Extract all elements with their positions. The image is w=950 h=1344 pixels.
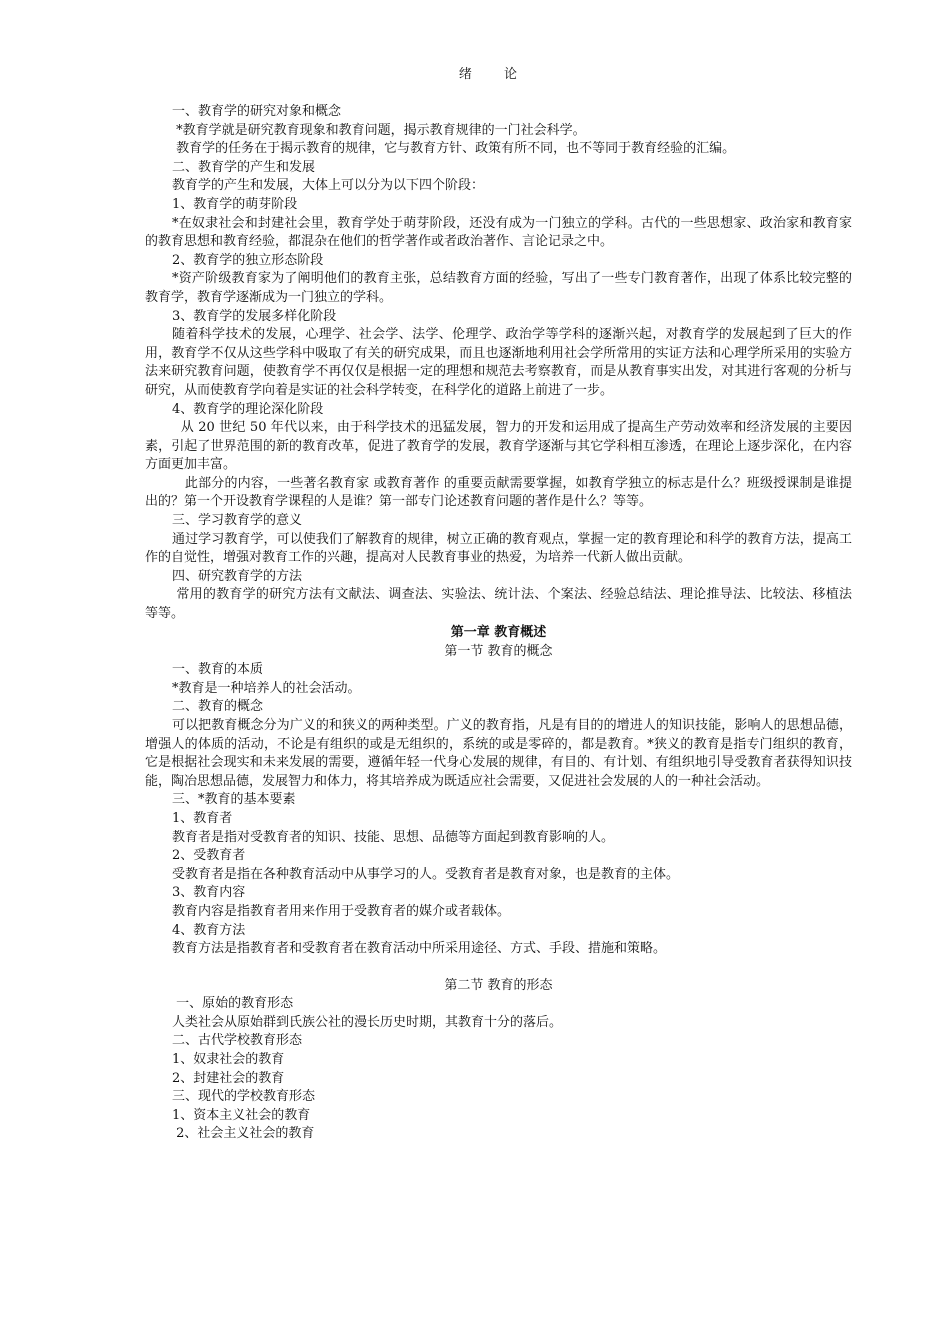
heading: 二、教育学的产生和发展 bbox=[172, 159, 316, 175]
heading: 1、资本主义社会的教育 bbox=[172, 1107, 311, 1123]
heading: 一、教育的本质 bbox=[172, 662, 264, 678]
chapter-title: 第一章 教育概述 bbox=[450, 625, 547, 640]
heading: 三、学习教育学的意义 bbox=[172, 513, 303, 529]
paragraph: *资产阶级教育家为了阐明他们的教育主张，总结教育方面的经验，写出了一些专门教育著作，出现了体系比较完整的教育学，教育学逐渐成为一门独立的学科。 bbox=[145, 271, 852, 305]
heading: 1、奴隶社会的教育 bbox=[172, 1052, 285, 1068]
heading: 4、教育学的理论深化阶段 bbox=[172, 401, 324, 417]
heading: 2、受教育者 bbox=[172, 848, 246, 864]
heading: 四、研究教育学的方法 bbox=[172, 568, 303, 584]
heading: 3、教育内容 bbox=[172, 885, 246, 901]
heading: 4、教育方法 bbox=[172, 922, 246, 938]
paragraph: 通过学习教育学，可以使我们了解教育的规律，树立正确的教育观点，掌握一定的教育理论和科学的教育方法，提高工作的自觉性，增强对教育工作的兴趣，提高对人民教育事业的热爱，为培养一代新人做出贡献。 bbox=[145, 531, 852, 566]
paragraph: 人类社会从原始群到氏族公社的漫长历史时期，其教育十分的落后。 bbox=[172, 1014, 563, 1030]
intro-section bbox=[145, 103, 852, 624]
paragraph: 从 20 世纪 50 年代以来，由于科学技术的迅猛发展，智力的开发和运用成了提高生产劳动效率和经济发展的主要因素，引起了世界范围的新的教育改革，促进了教育学的发展，教育学逐渐与其它学科相互渗透，在理论上逐步深化，在内容方面更加丰富。 bbox=[145, 420, 852, 473]
paragraph: 教育方法是指教育者和受教育者在教育活动中所采用途径、方式、手段、措施和策略。 bbox=[172, 941, 667, 957]
paragraph: 教育内容是指教育者用来作用于受教育者的媒介或者载体。 bbox=[172, 903, 511, 919]
chapter-1 bbox=[145, 624, 852, 1144]
heading: 一、教育学的研究对象和概念 bbox=[172, 104, 342, 119]
paragraph: 受教育者是指在各种教育活动中从事学习的人。受教育者是教育对象，也是教育的主体。 bbox=[172, 866, 680, 882]
heading: 二、教育的概念 bbox=[172, 699, 264, 715]
heading: 2、社会主义社会的教育 bbox=[172, 1126, 315, 1142]
paragraph: 随着科学技术的发展，心理学、社会学、法学、伦理学、政治学等学科的逐渐兴起，对教育学的发展起到了巨大的作用，教育学不仅从这些学科中吸取了有关的研究成果，而且也逐渐地利用社会学所常用的实证方法和心理学所采用的实验方法来研究教育问题，使教育学不再仅仅是根据一定的理想和规范去考察教育，而是从教育事实出发，对其进行客观的分析与研究，从而使教育学向着是实证的社会科学转变，在科学化的道路上前进了一步。 bbox=[145, 327, 852, 398]
heading: 三、*教育的基本要素 bbox=[172, 792, 296, 808]
paragraph: 教育学的任务在于揭示教育的规律，它与教育方针、政策有所不同，也不等同于教育经验的汇编。 bbox=[172, 141, 736, 157]
paragraph: 教育者是指对受教育者的知识、技能、思想、品德等方面起到教育影响的人。 bbox=[172, 829, 615, 845]
paragraph: 可以把教育概念分为广义的和狭义的两种类型。广义的教育指，凡是有目的的增进人的知识技能，影响人的思想品德，增强人的体质的活动，不论是有组织的或是无组织的，系统的或是零碎的，都是教育。*狭义的教育是指专门组织的教育，它是根据社会现实和未来发展的需要，遵循年轻一代身心发展的规律，有目的、有计划、有组织地引导受教育者获得知识技能，陶冶思想品德，发展智力和体力，将其培养成为既适应社会需要，又促进社会发展的人的一种社会活动。 bbox=[145, 717, 852, 789]
heading: 1、教育者 bbox=[172, 810, 233, 826]
heading: 1、教育学的萌芽阶段 bbox=[172, 196, 298, 212]
paragraph: 此部分的内容，一些著名教育家 或教育著作 的重要贡献需要掌握，如教育学独立的标志是什么？班级授课制是谁提出的？第一个开设教育学课程的人是谁？第一部专门论述教育问题的著作是什么？等等。 bbox=[145, 475, 852, 510]
intro-title: 绪 论 bbox=[458, 67, 532, 82]
heading: 3、教育学的发展多样化阶段 bbox=[172, 308, 337, 324]
paragraph: *教育学就是研究教育现象和教育问题，揭示教育规律的一门社会科学。 bbox=[172, 122, 586, 138]
paragraph: 教育学的产生和发展，大体上可以分为以下四个阶段： bbox=[172, 178, 485, 194]
paragraph: 常用的教育学的研究方法有文献法、调查法、实验法、统计法、个案法、经验总结法、理论推导法、比较法、移植法等等。 bbox=[145, 587, 852, 622]
paragraph: *教育是一种培养人的社会活动。 bbox=[172, 680, 361, 696]
heading: 2、教育学的独立形态阶段 bbox=[172, 252, 324, 268]
heading: 2、封建社会的教育 bbox=[172, 1070, 285, 1086]
heading: 一、原始的教育形态 bbox=[172, 996, 294, 1012]
heading: 二、古代学校教育形态 bbox=[172, 1033, 303, 1049]
section-title: 第一节 教育的概念 bbox=[444, 643, 553, 659]
heading: 三、现代的学校教育形态 bbox=[172, 1089, 316, 1105]
paragraph: *在奴隶社会和封建社会里，教育学处于萌芽阶段，还没有成为一门独立的学科。古代的一些思想家、政治家和教育家的教育思想和教育经验，都混杂在他们的哲学著作或者政治著作、言论记录之中。 bbox=[145, 215, 852, 250]
section-title: 第二节 教育的形态 bbox=[444, 977, 553, 993]
